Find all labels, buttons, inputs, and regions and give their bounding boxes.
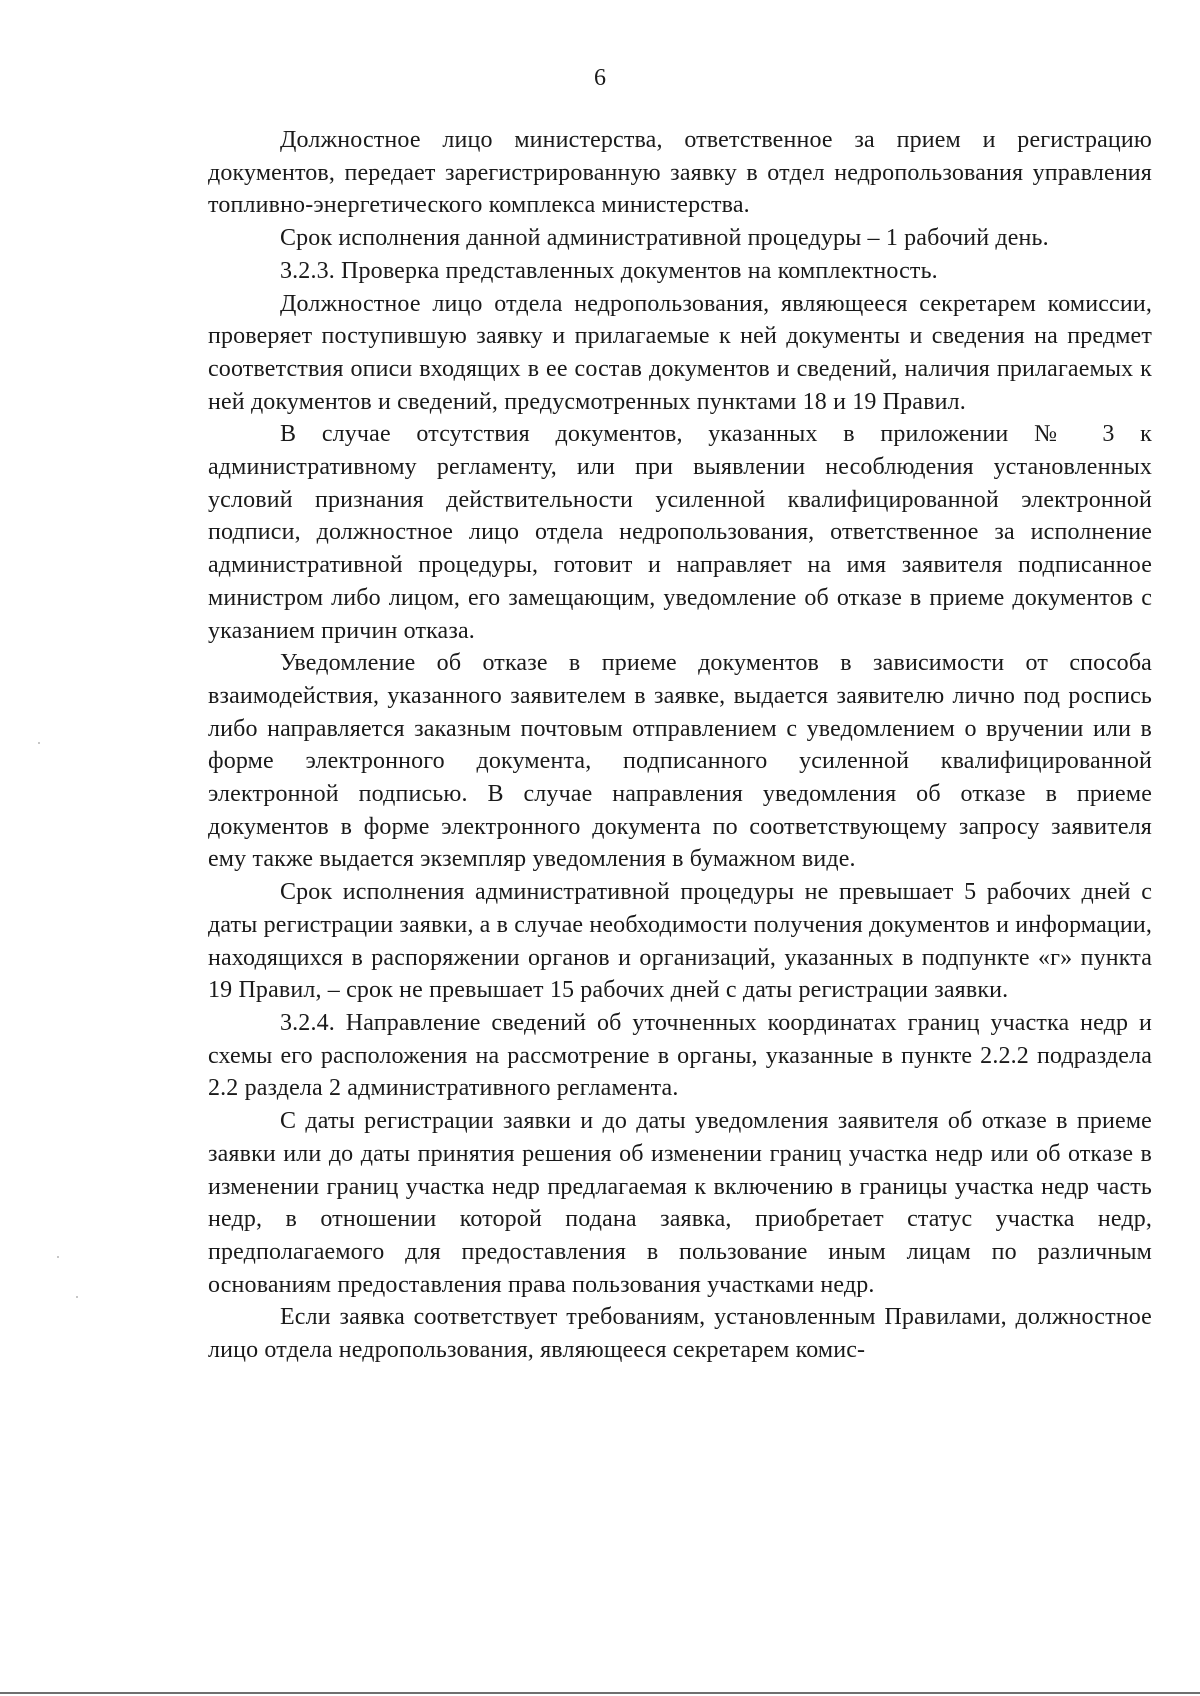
paragraph-deadline-five-days: Срок исполнения административной процедуры не превышает 5 рабочих дней с даты регистрации заявки, а в случае необходимости получения документов и информации, находящихся в распоряжении органов и организаций, указанных в подпункте «г» пункта 19 Правил, – срок не превышает 15 рабочих дней с даты регистрации заявки.: [208, 879, 1152, 1004]
document-body: [208, 124, 1152, 1367]
paragraph-heading-3-2-3: 3.2.3. Проверка представленных документов на комплектность.: [280, 257, 938, 284]
scan-speck: [57, 1256, 59, 1258]
paragraph-refusal-notice: Уведомление об отказе в приеме документов в зависимости от способа взаимодействия, указанного заявителем в заявке, выдается заявителю лично под роспись либо направляется заказным почтовым отправлением с уведомлением о вручении или в форме электронного документа, подписанного усиленной квалифицированной электронной подписью. В случае направления уведомления об отказе в приеме документов в форме электронного документа по соответствующему запросу заявителя ему также выдается экземпляр уведомления в бумажном виде.: [208, 650, 1152, 873]
paragraph-transfer-application: Должностное лицо министерства, ответственное за прием и регистрацию документов, передает зарегистрированную заявку в отдел недропользования управления топливно-энергетического комплекса министерства.: [208, 127, 1152, 219]
paragraph-heading-3-2-4: 3.2.4. Направление сведений об уточненных координатах границ участка недр и схемы его расположения на рассмотрение в органы, указанные в пункте 2.2.2 подраздела 2.2 раздела 2 административного регламента.: [208, 1009, 1152, 1102]
scan-speck: [76, 1296, 78, 1298]
paragraph-application-compliant: Если заявка соответствует требованиям, установленным Правилами, должностное лицо отдела недропользования, являющееся секретарем комис-: [208, 1304, 1152, 1364]
paragraph-secretary-check: Должностное лицо отдела недропользования, являющееся секретарем комиссии, проверяет поступившую заявку и прилагаемые к ней документы и сведения на предмет соответствия описи входящих в ее состав документов и сведений, наличия прилагаемых к ней документов и сведений, предусмотренных пунктами 18 и 19 Правил.: [208, 290, 1152, 415]
paragraph-subsoil-status: С даты регистрации заявки и до даты уведомления заявителя об отказе в приеме заявки или до даты принятия решения об изменении границ участка недр или об отказе в изменении границ участка недр предлагаемая к включению в границы участка недр часть недр, в отношении которой подана заявка, приобретает статус участка недр, предполагаемого для предоставления в пользование иным лицам по различным основаниям предоставления права пользования участками недр.: [208, 1108, 1152, 1298]
paragraph-missing-documents: В случае отсутствия документов, указанных в приложении № 3 к административному регламенту, или при выявлении несоблюдения установленных условий признания действительности усиленной квалифицированной электронной подписи, должностное лицо отдела недропользования, ответственное за исполнение административной процедуры, готовит и направляет на имя заявителя подписанное министром либо лицом, его замещающим, уведомление об отказе в приеме документов с указанием причин отказа.: [208, 421, 1152, 644]
paragraph-deadline-one-day: Срок исполнения данной административной процедуры – 1 рабочий день.: [280, 225, 1049, 252]
page-number: 6: [594, 65, 606, 91]
page-bottom-edge: [0, 1692, 1200, 1694]
scan-speck: [38, 742, 40, 744]
